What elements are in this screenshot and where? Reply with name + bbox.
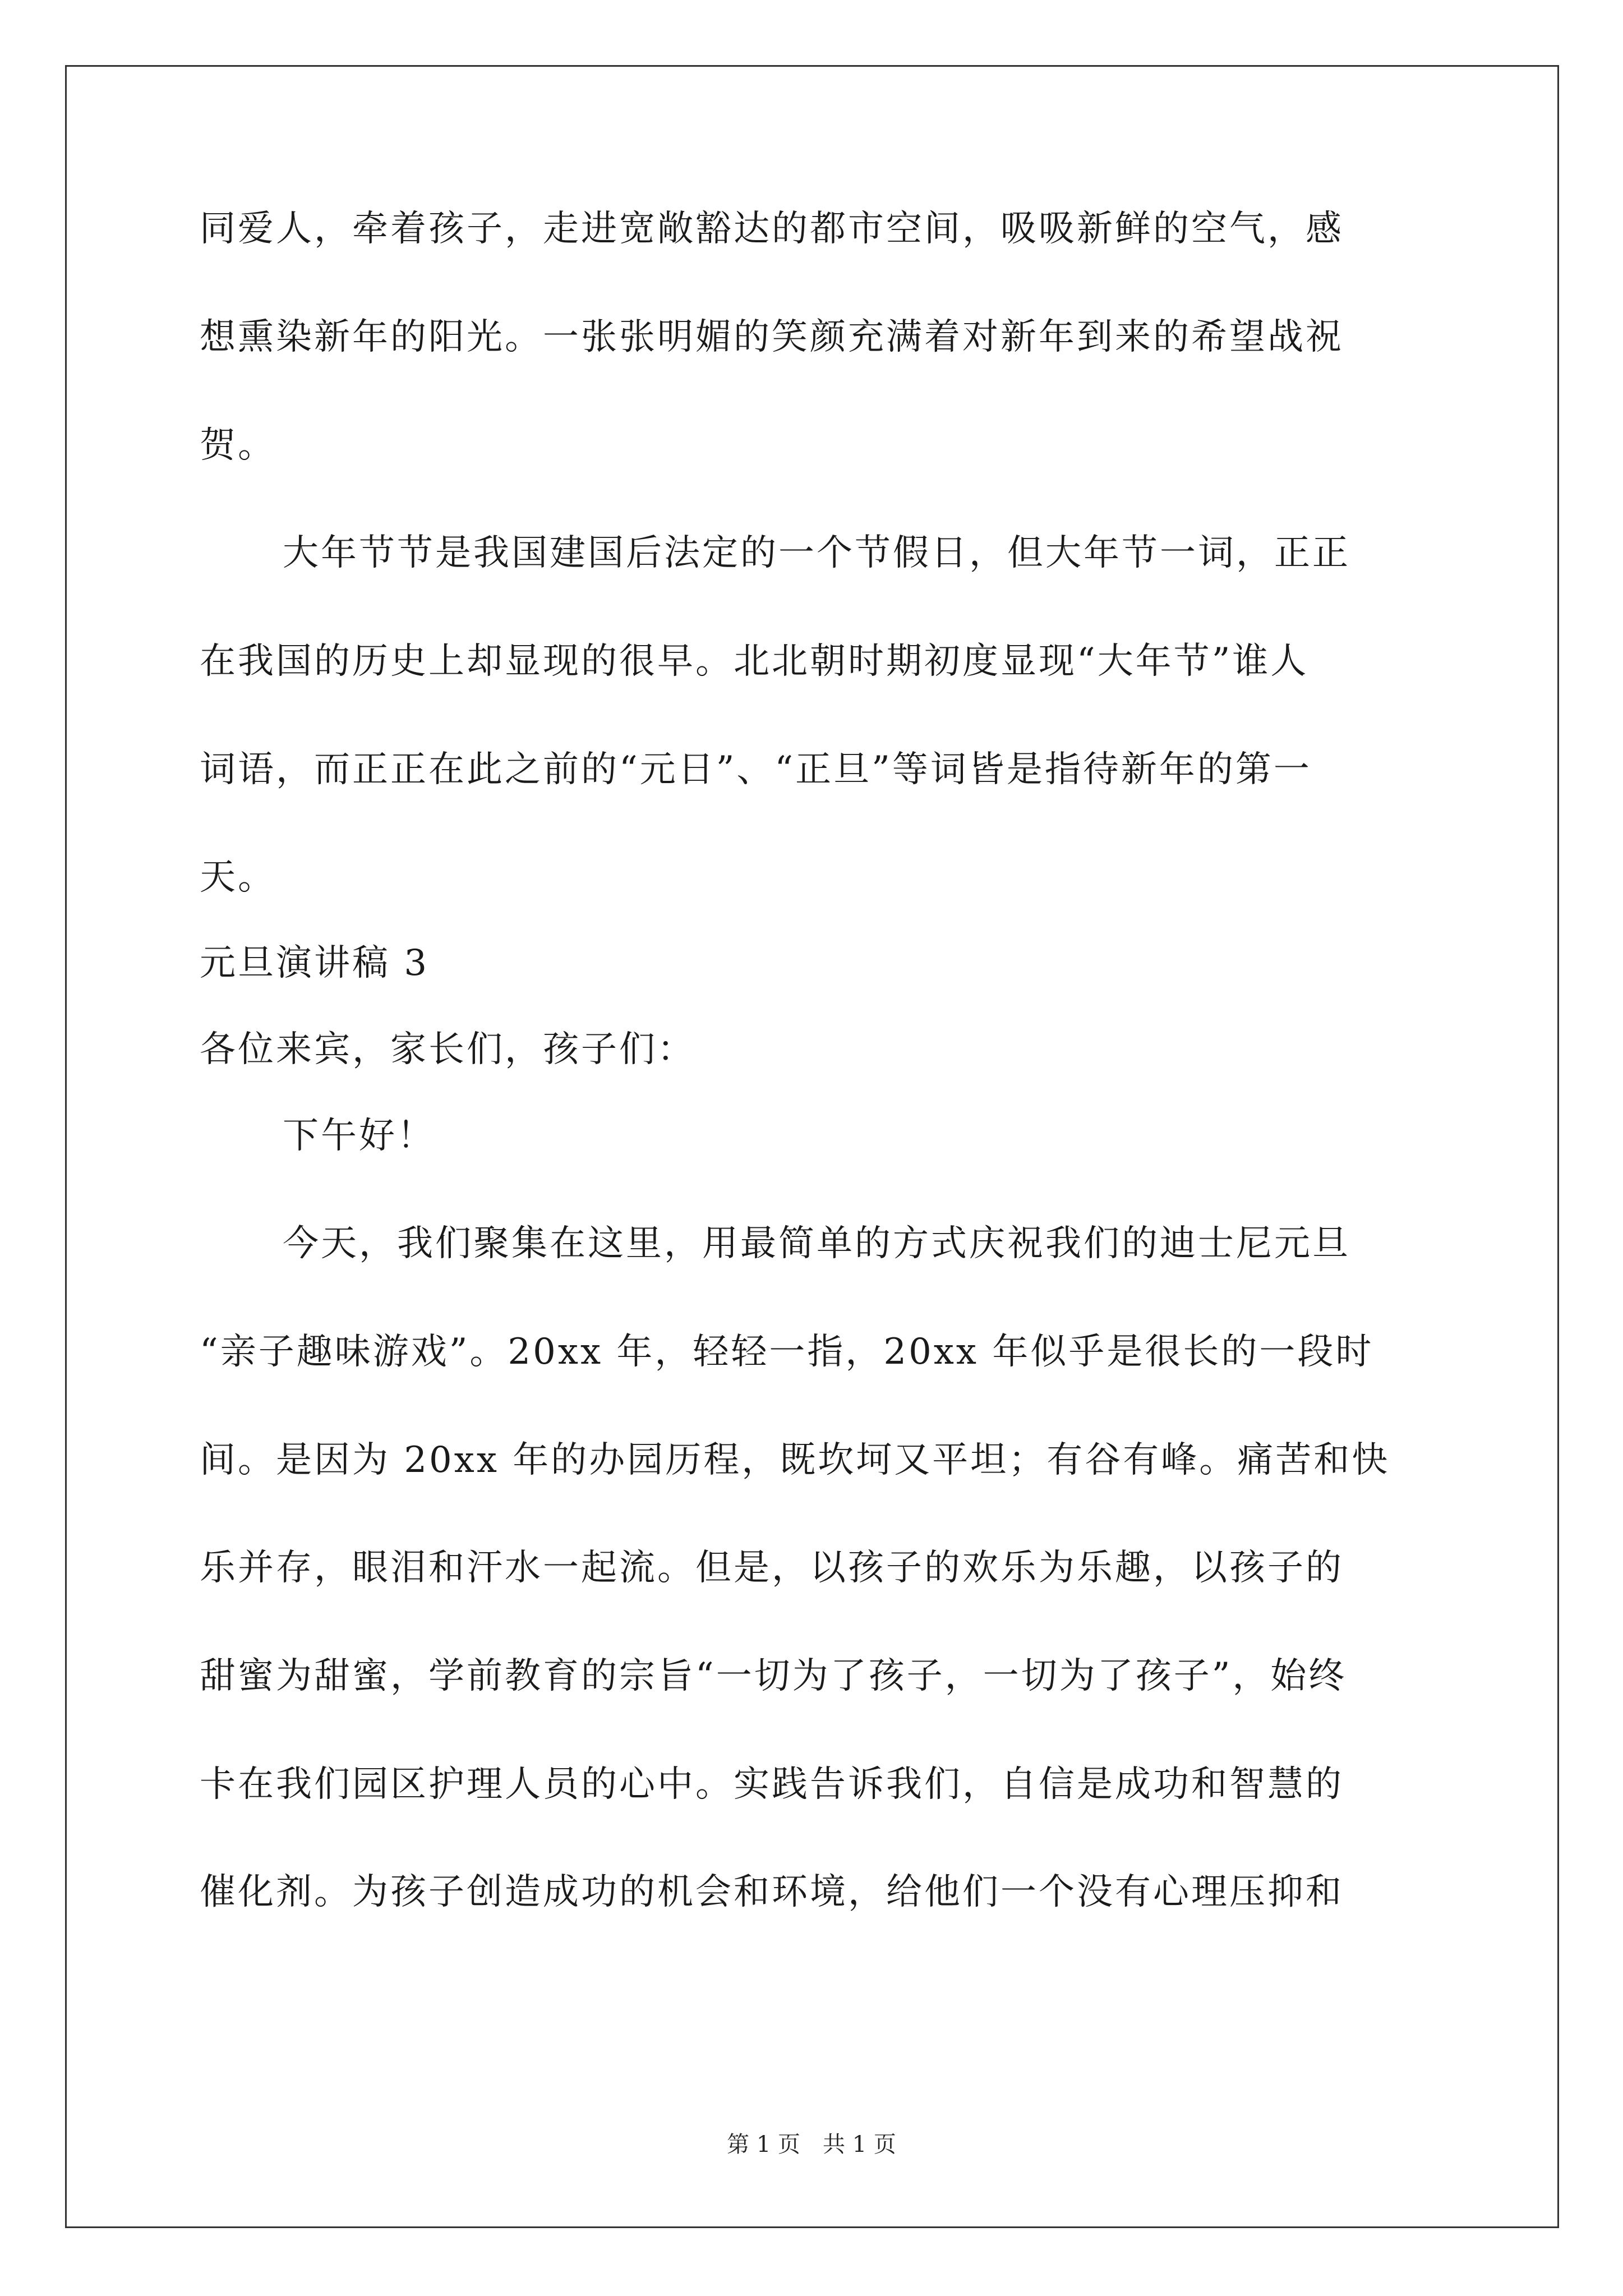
greeting: 下午好！ [283,1115,435,1157]
text-line: 想熏染新年的阳光。一张张明媚的笑颜充满着对新年到来的希望战祝 [200,316,1344,358]
text-line: 卡在我们园区护理人员的心中。实践告诉我们，自信是成功和智慧的 [200,1764,1344,1805]
page-number-footer: 第 1 页 共 1 页 [727,2132,896,2157]
text-line: 催化剂。为孩子创造成功的机会和环境，给他们一个没有心理压抑和 [200,1871,1344,1913]
paragraph-start-line: 今天，我们聚集在这里，用最简单的方式庆祝我们的迪士尼元旦 [283,1223,1350,1264]
text-line: 在我国的历史上却显现的很早。北北朝时期初度显现“大年节”谁人 [200,641,1309,682]
salutation: 各位来宾，家长们，孩子们： [200,1029,695,1070]
text-line: “亲子趣味游戏”。20xx 年，轻轻一指，20xx 年似乎是很长的一段时 [200,1331,1374,1373]
text-line: 甜蜜为甜蜜，学前教育的宗旨“一切为了孩子，一切为了孩子”，始终 [200,1655,1347,1697]
text-line: 同爱人，牵着孩子，走进宽敞豁达的都市空间，吸吸新鲜的空气，感 [200,208,1344,250]
paragraph-start-line: 大年节节是我国建国后法定的一个节假日，但大年节一词，正正 [283,532,1350,574]
text-line: 贺。 [200,425,276,466]
text-line: 间。是因为 20xx 年的办园历程，既坎坷又平坦；有谷有峰。痛苦和快 [200,1439,1390,1481]
text-line: 词语，而正正在此之前的“元日”、“正旦”等词皆是指待新年的第一 [200,749,1312,790]
text-line: 乐并存，眼泪和汗水一起流。但是，以孩子的欢乐为乐趣，以孩子的 [200,1547,1344,1589]
section-heading: 元旦演讲稿 3 [200,942,430,984]
text-line: 天。 [200,857,276,898]
